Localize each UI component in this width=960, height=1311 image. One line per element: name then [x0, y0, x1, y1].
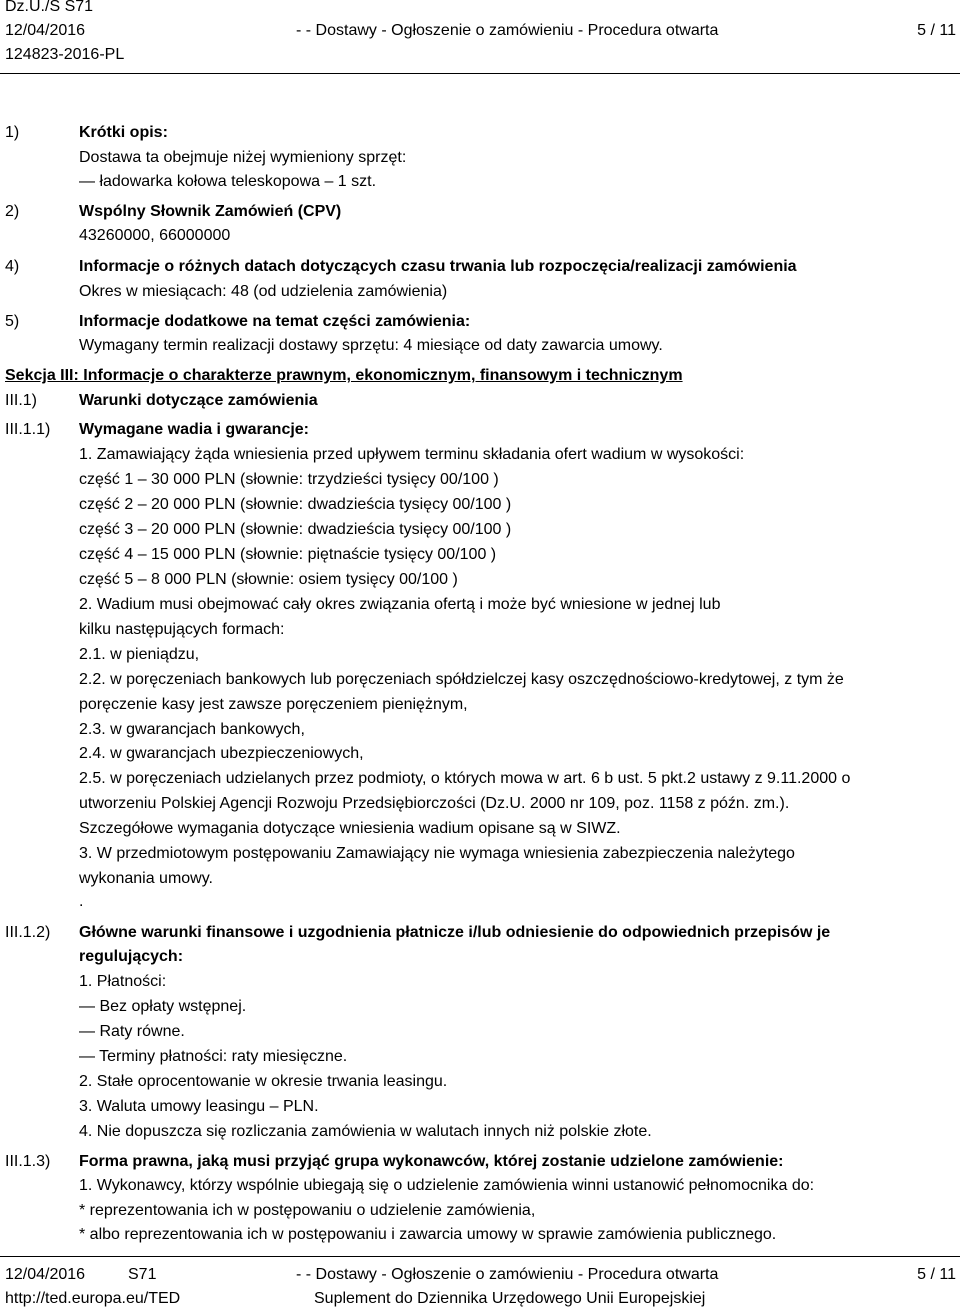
header-page-number: 5 / 11 — [917, 22, 956, 39]
text-line: 3. Waluta umowy leasingu – PLN. — [79, 1098, 319, 1115]
text-line: — Raty równe. — [79, 1023, 185, 1040]
text-line: . — [79, 893, 84, 910]
text-line: 1. Zamawiający żąda wniesienia przed upływem terminu składania ofert wadium w wysokości: — [79, 446, 745, 463]
footer-divider — [0, 1256, 960, 1257]
text-line: część 4 – 15 000 PLN (słownie: piętnaście tysięcy 00/100 ) — [79, 546, 497, 563]
text-line: 2.5. w poręczeniach udzielanych przez podmioty, o których mowa w art. 6 b ust. 5 pkt.2 ustawy z 9.11.2000 o — [79, 770, 851, 787]
item-number: 1) — [5, 124, 20, 141]
subsection-number: III.1.3) — [5, 1153, 51, 1170]
footer-supplement: Suplement do Dziennika Urzędowego Unii Europejskiej — [314, 1290, 706, 1307]
text-line: wykonania umowy. — [79, 870, 213, 887]
header-date: 12/04/2016 — [5, 22, 86, 39]
section-heading: Sekcja III: Informacje o charakterze prawnym, ekonomicznym, finansowym i technicznym — [5, 367, 683, 384]
header-divider — [0, 73, 960, 74]
text-line: część 1 – 30 000 PLN (słownie: trzydzieści tysięcy 00/100 ) — [79, 471, 499, 488]
item-title: Informacje o różnych datach dotyczących czasu trwania lub rozpoczęcia/realizacji zamówienia — [79, 258, 797, 275]
subsection-title: Główne warunki finansowe i uzgodnienia płatnicze i/lub odniesienie do odpowiednich przepisów je — [79, 924, 831, 941]
section-number: III.1) — [5, 392, 38, 409]
text-line: — Terminy płatności: raty miesięczne. — [79, 1048, 348, 1065]
text-line: 2. Stałe oprocentowanie w okresie trwania leasingu. — [79, 1073, 448, 1090]
header-reference: 124823-2016-PL — [5, 46, 125, 63]
item-number: 2) — [5, 203, 20, 220]
subsection-number: III.1.1) — [5, 421, 51, 438]
item-title: Krótki opis: — [79, 124, 168, 141]
text-line: 1. Wykonawcy, którzy wspólnie ubiegają się o udzielenie zamówienia winni ustanowić pełnomocnika do: — [79, 1177, 815, 1194]
subsection-title-cont: regulujących: — [79, 948, 184, 965]
text-line: — Bez opłaty wstępnej. — [79, 998, 247, 1015]
text-line: 2.3. w gwarancjach bankowych, — [79, 721, 305, 738]
subsection-title: Wymagane wadia i gwarancje: — [79, 421, 310, 438]
item-text: — ładowarka kołowa teleskopowa – 1 szt. — [79, 173, 377, 190]
text-line: część 5 – 8 000 PLN (słownie: osiem tysięcy 00/100 ) — [79, 571, 458, 588]
text-line: poręczenie kasy jest zawsze poręczeniem pieniężnym, — [79, 696, 468, 713]
item-text: Dostawa ta obejmuje niżej wymieniony sprzęt: — [79, 149, 407, 166]
text-line: * reprezentowania ich w postępowaniu o udzielenie zamówienia, — [79, 1202, 536, 1219]
text-line: 2.2. w poręczeniach bankowych lub poręczeniach spółdzielczej kasy oszczędnościowo-kredytowej, z tym że — [79, 671, 844, 688]
subsection-number: III.1.2) — [5, 924, 51, 941]
item-number: 4) — [5, 258, 20, 275]
footer-url[interactable]: http://ted.europa.eu/TED — [5, 1290, 181, 1307]
text-line: część 2 – 20 000 PLN (słownie: dwadzieścia tysięcy 00/100 ) — [79, 496, 512, 513]
text-line: Szczegółowe wymagania dotyczące wniesienia wadium opisane są w SIWZ. — [79, 820, 621, 837]
footer-page-number: 5 / 11 — [917, 1266, 956, 1283]
section-title: Warunki dotyczące zamówienia — [79, 392, 318, 409]
item-text: Wymagany termin realizacji dostawy sprzętu: 4 miesiące od daty zawarcia umowy. — [79, 337, 663, 354]
text-line: 2.4. w gwarancjach ubezpieczeniowych, — [79, 745, 364, 762]
header-notice-title: - - Dostawy - Ogłoszenie o zamówieniu - Procedura otwarta — [296, 22, 719, 39]
text-line: 1. Płatności: — [79, 973, 167, 990]
text-line: 4. Nie dopuszcza się rozliczania zamówienia w walutach innych niż polskie złote. — [79, 1123, 652, 1140]
header-journal: Dz.U./S S71 — [5, 0, 94, 15]
text-line: * albo reprezentowania ich w postępowaniu i zawarcia umowy w sprawie zamówienia publicznego. — [79, 1226, 777, 1243]
subsection-title: Forma prawna, jaką musi przyjąć grupa wykonawców, której zostanie udzielone zamówienie: — [79, 1153, 784, 1170]
item-title: Informacje dodatkowe na temat części zamówienia: — [79, 313, 471, 330]
text-line: część 3 – 20 000 PLN (słownie: dwadzieścia tysięcy 00/100 ) — [79, 521, 512, 538]
item-number: 5) — [5, 313, 20, 330]
text-line: 3. W przedmiotowym postępowaniu Zamawiający nie wymaga wniesienia zabezpieczenia należytego — [79, 845, 795, 862]
footer-journal: S71 — [128, 1266, 157, 1283]
footer-notice-title: - - Dostawy - Ogłoszenie o zamówieniu - Procedura otwarta — [296, 1266, 719, 1283]
text-line: kilku następujących formach: — [79, 621, 285, 638]
text-line: 2. Wadium musi obejmować cały okres związania ofertą i może być wniesione w jednej lub — [79, 596, 721, 613]
item-text: 43260000, 66000000 — [79, 227, 231, 244]
footer-date: 12/04/2016 — [5, 1266, 86, 1283]
item-text: Okres w miesiącach: 48 (od udzielenia zamówienia) — [79, 283, 448, 300]
item-title: Wspólny Słownik Zamówień (CPV) — [79, 203, 342, 220]
text-line: utworzeniu Polskiej Agencji Rozwoju Przedsiębiorczości (Dz.U. 2000 nr 109, poz. 1158 z późn. zm.). — [79, 795, 790, 812]
text-line: 2.1. w pieniądzu, — [79, 646, 200, 663]
